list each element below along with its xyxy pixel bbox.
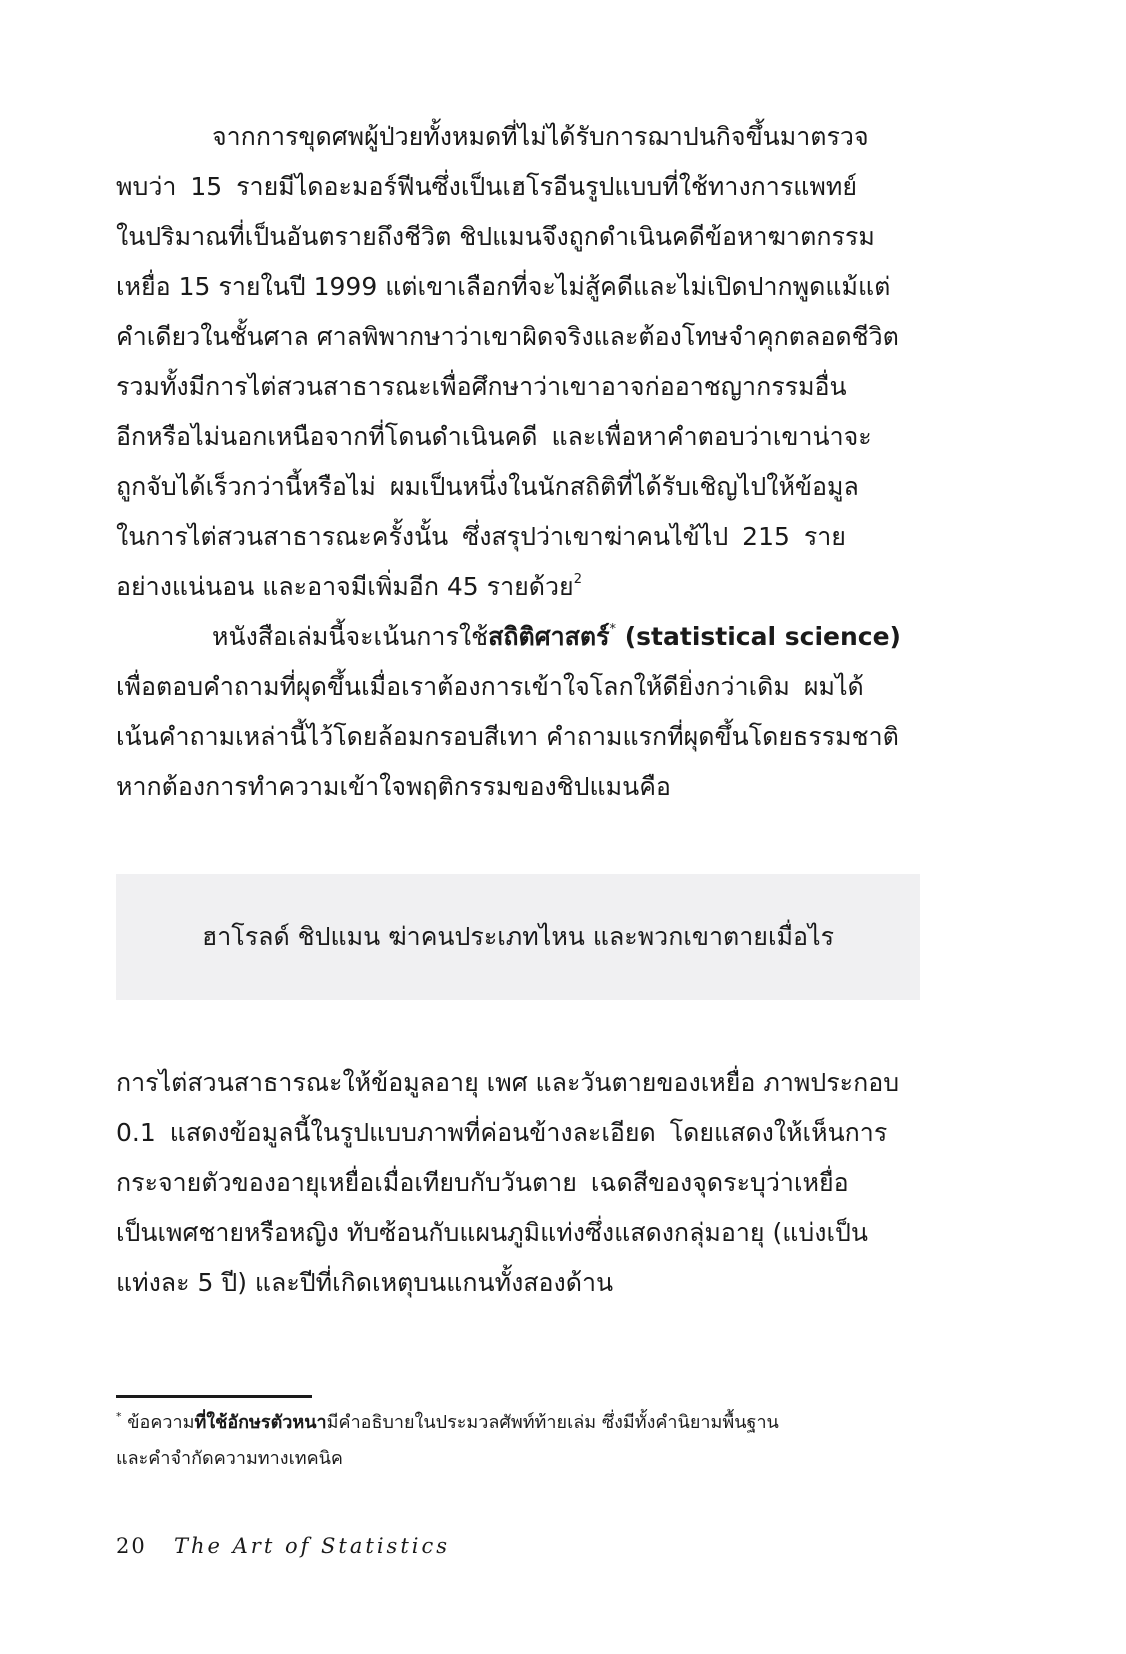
- text-line: [116, 612, 912, 662]
- question-text: ฮาโรลด์ ชิปแมน ฆ่าคนประเภทไหน และพวกเขาตายเมื่อไร: [202, 922, 834, 951]
- text-line: ในการไต่สวนสาธารณะครั้งนั้น ซึ่งสรุปว่าเขาฆ่าคนไข้ไป 215 ราย: [116, 522, 846, 551]
- text-line: กระจายตัวของอายุเหยื่อเมื่อเทียบกับวันตาย เฉดสีของจุดระบุว่าเหยื่อ: [116, 1168, 849, 1197]
- footnote-marker: *: [116, 1410, 122, 1423]
- text-line: หากต้องการทำความเข้าใจพฤติกรรมของชิปแมนคือ: [116, 772, 671, 801]
- footnote-divider: [116, 1395, 312, 1398]
- running-footer: [116, 1528, 450, 1564]
- text-line: 0.1 แสดงข้อมูลนี้ในรูปแบบภาพที่ค่อนข้างละเอียด โดยแสดงให้เห็นการ: [116, 1118, 888, 1147]
- text-run: อย่างแน่นอน และอาจมีเพิ่มอีก 45 รายด้วย: [116, 572, 574, 601]
- text-line: รวมทั้งมีการไต่สวนสาธารณะเพื่อศึกษาว่าเขาอาจก่ออาชญากรรมอื่น: [116, 372, 847, 401]
- text-line: อีกหรือไม่นอกเหนือจากที่โดนดำเนินคดี และเพื่อหาคำตอบว่าเขาน่าจะ: [116, 422, 872, 451]
- glossary-term-english: (statistical science): [616, 622, 901, 651]
- footnote-text: ข้อความ: [121, 1412, 195, 1433]
- footnote-line: [116, 1405, 916, 1441]
- question-box: [116, 874, 920, 1000]
- book-title: The Art of Statistics: [174, 1534, 451, 1558]
- text-line: คำเดียวในชั้นศาล ศาลพิพากษาว่าเขาผิดจริงและต้องโทษจำคุกตลอดชีวิต: [116, 322, 899, 351]
- footnote-bold-text: ที่ใช้อักษรตัวหนา: [194, 1412, 327, 1433]
- text-line: แท่งละ 5 ปี) และปีที่เกิดเหตุบนแกนทั้งสองด้าน: [116, 1268, 614, 1297]
- page-number: 20: [116, 1534, 147, 1558]
- text-line: พบว่า 15 รายมีไดอะมอร์ฟีนซึ่งเป็นเฮโรอีนรูปแบบที่ใช้ทางการแพทย์: [116, 172, 857, 201]
- footnote-marker: *: [609, 622, 617, 637]
- text-line: เหยื่อ 15 รายในปี 1999 แต่เขาเลือกที่จะไม่สู้คดีและไม่เปิดปากพูดแม้แต่: [116, 272, 891, 301]
- text-line-last: [116, 562, 912, 612]
- text-line: เป็นเพศชายหรือหญิง ทับซ้อนกับแผนภูมิแท่งซึ่งแสดงกลุ่มอายุ (แบ่งเป็น: [116, 1218, 868, 1247]
- glossary-term: สถิติศาสตร์: [488, 622, 610, 651]
- endnote-reference: 2: [573, 572, 582, 587]
- text-line: เน้นคำถามเหล่านี้ไว้โดยล้อมกรอบสีเทา คำถามแรกที่ผุดขึ้นโดยธรรมชาติ: [116, 722, 899, 751]
- footnote-text: มีคำอธิบายในประมวลศัพท์ท้ายเล่ม ซึ่งมีทั้งคำนิยามพื้นฐาน: [326, 1412, 779, 1433]
- text-line: ถูกจับได้เร็วกว่านี้หรือไม่ ผมเป็นหนึ่งในนักสถิติที่ได้รับเชิญไปให้ข้อมูล: [116, 472, 859, 501]
- paragraph-statistical-science: [116, 612, 912, 812]
- text-line: การไต่สวนสาธารณะให้ข้อมูลอายุ เพศ และวันตายของเหยื่อ ภาพประกอบ: [116, 1068, 900, 1097]
- text-run: หนังสือเล่มนี้จะเน้นการใช้: [212, 622, 489, 651]
- text-line: ในปริมาณที่เป็นอันตรายถึงชีวิต ชิปแมนจึงถูกดำเนินคดีข้อหาฆาตกรรม: [116, 222, 875, 251]
- footnote-line: และคำจำกัดความทางเทคนิค: [116, 1448, 343, 1469]
- paragraph-shipman-exhumation: [116, 112, 912, 612]
- text-line: เพื่อตอบคำถามที่ผุดขึ้นเมื่อเราต้องการเข้าใจโลกให้ดียิ่งกว่าเดิม ผมได้: [116, 672, 864, 701]
- text-line: จากการขุดศพผู้ป่วยทั้งหมดที่ไม่ได้รับการฌาปนกิจขึ้นมาตรวจ: [212, 122, 869, 151]
- footnote: [116, 1405, 916, 1477]
- paragraph-inquiry-data: [116, 1058, 912, 1308]
